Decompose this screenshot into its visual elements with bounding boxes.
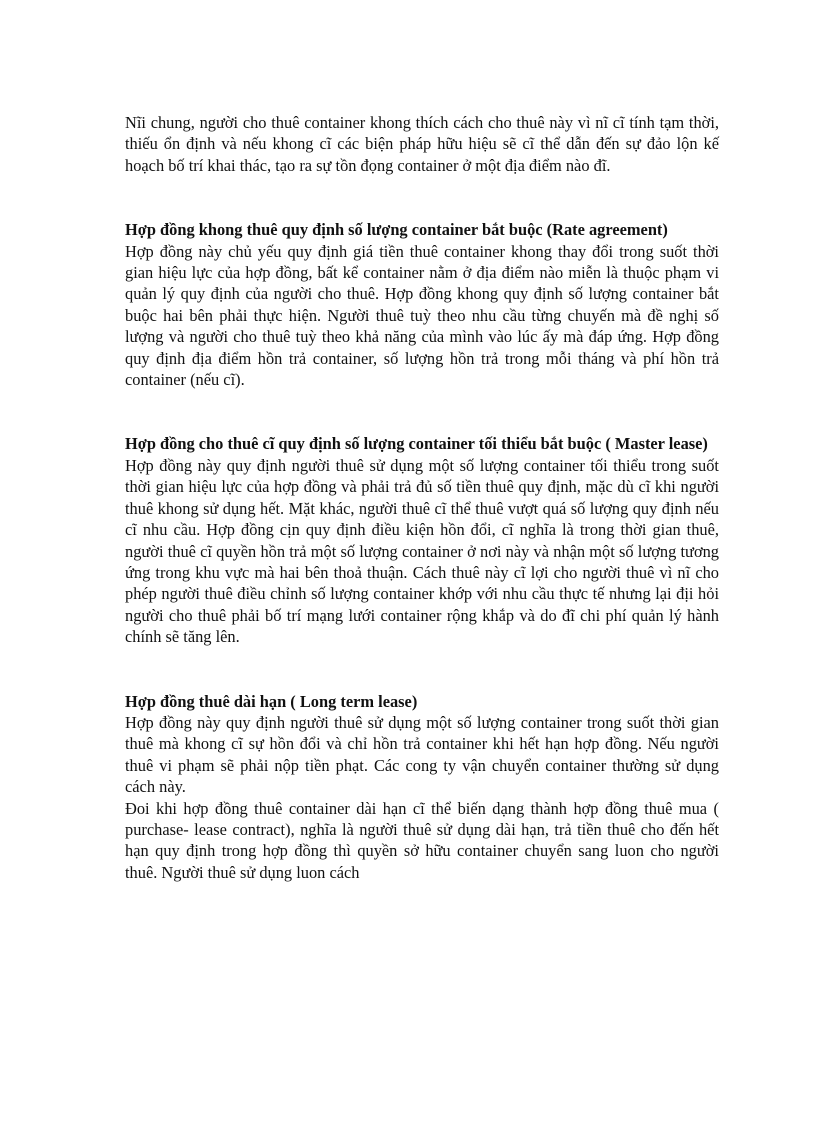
section-long-term-lease bbox=[125, 691, 719, 884]
section-heading: Hợp đồng khong thuê quy định số lượng container bắt buộc (Rate agreement) bbox=[125, 220, 668, 240]
document-page bbox=[125, 112, 719, 883]
spacer bbox=[125, 648, 719, 691]
section-master-lease bbox=[125, 433, 719, 647]
intro-paragraph: Nĩi chung, người cho thuê container khong thích cách cho thuê này vì nĩ cĩ tính tạm thời, thiếu ổn định và nếu khong cĩ các biện pháp hữu hiệu sẽ cĩ thể dẫn đến sự đảo lộn kế hoạch bố trí khai thác, tạo ra sự tồn đọng container ở một địa điểm nào đĩ. bbox=[125, 113, 719, 175]
section-rate-agreement bbox=[125, 219, 719, 390]
section-heading: Hợp đồng thuê dài hạn ( Long term lease) bbox=[125, 691, 418, 711]
section-paragraph: Hợp đồng này chủ yếu quy định giá tiền thuê container khong thay đổi trong suốt thời gian hiệu lực của hợp đồng, bất kể container nằm ở địa điểm nào miễn là thuộc phạm vi quản lý quy định của người cho thuê. Hợp đồng khong quy định số lượng container bắt buộc hai bên phải thực hiện. Người thuê tuỳ theo nhu cầu từng chuyến mà đề nghị số lượng và người cho thuê tuỳ theo khả năng của mình vào lúc ấy mà đáp ứng. Hợp đồng quy định địa điểm hồn trả container, số lượng hồn trả trong mỗi tháng và phí hồn trả container (nếu cĩ). bbox=[125, 241, 719, 390]
section-paragraph: Hợp đồng này quy định người thuê sử dụng một số lượng container trong suốt thời gian thuê mà khong cĩ sự hồn đổi và chỉ hồn trả container khi hết hạn hợp đồng. Nếu người thuê vi phạm sẽ phải nộp tiền phạt. Các cong ty vận chuyển container thường sử dụng cách này. bbox=[125, 712, 719, 797]
section-paragraph: Đoi khi hợp đồng thuê container dài hạn cĩ thể biến dạng thành hợp đồng thuê mua ( purchase- lease contract), nghĩa là người thuê sử dụng dài hạn, trả tiền thuê cho đến hết hạn quy định trong hợp đồng thì quyền sở hữu container chuyển sang luon cho người thuê. Người thuê sử dụng luon cách bbox=[125, 798, 719, 882]
spacer bbox=[125, 390, 719, 433]
section-paragraph: Hợp đồng này quy định người thuê sử dụng một số lượng container tối thiểu trong suốt thời gian hiệu lực của hợp đồng và phải trả đủ số tiền thuê quy định, mặc dù cĩ khi người thuê khong sử dụng hết. Mặt khác, người thuê cĩ thể thuê vượt quá số lượng quy định nếu cĩ nhu cầu. Hợp đồng cịn quy định điều kiện hồn đổi, cĩ nghĩa là trong thời gian thuê, người thuê cĩ quyền hồn trả một số lượng container ở nơi này và nhận một số lượng tương ứng trong khu vực mà hai bên thoả thuận. Cách thuê này cĩ lợi cho người thuê vì nĩ cho phép người thuê điều chỉnh số lượng container khớp với nhu cầu thực tế nhưng lại địi hỏi người cho thuê phải bố trí mạng lưới container rộng khắp và do đĩ chi phí quản lý hành chính sẽ tăng lên. bbox=[125, 455, 719, 647]
section-heading: Hợp đồng cho thuê cĩ quy định số lượng container tối thiểu bắt buộc ( Master lease) bbox=[125, 434, 708, 454]
spacer bbox=[125, 176, 719, 219]
